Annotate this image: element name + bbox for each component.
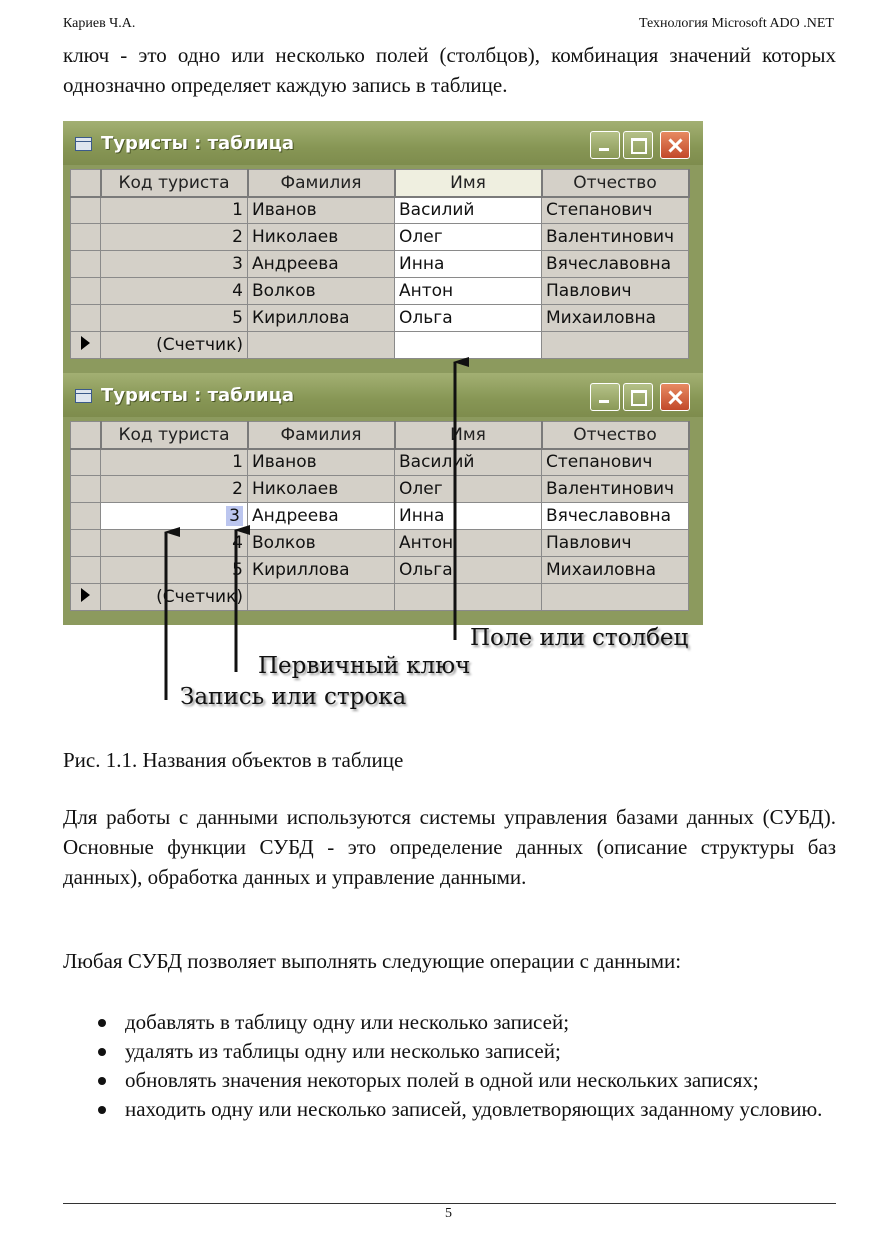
window-title: Туристы : таблица (101, 385, 295, 406)
column-header-last[interactable]: Фамилия (248, 170, 395, 197)
cell-id[interactable]: 2 (101, 224, 248, 251)
cell-id[interactable]: 1 (101, 449, 248, 476)
column-header-id[interactable]: Код туриста (101, 170, 248, 197)
cell-first[interactable]: Антон (395, 278, 542, 305)
column-header-middle[interactable]: Отчество (542, 422, 689, 449)
header-title: Технология Microsoft ADO .NET (638, 16, 834, 31)
primary-key-value: 3 (226, 506, 243, 526)
cell-middle[interactable]: Вячеславовна (542, 503, 689, 530)
intro-paragraph: ключ - это одно или несколько полей (столбцов), комбинация значений которых однозначно определяет каждую запись в таблице. (63, 43, 836, 97)
cell-middle[interactable]: Михаиловна (542, 305, 689, 332)
cell-first[interactable]: Василий (395, 449, 542, 476)
cell-last[interactable]: Николаев (248, 476, 395, 503)
cell-middle[interactable]: Михаиловна (542, 557, 689, 584)
header-author: Кариев Ч.А. (63, 16, 136, 31)
cell-middle[interactable]: Павлович (542, 530, 689, 557)
cell-last[interactable]: Иванов (248, 197, 395, 224)
cell-first[interactable]: Инна (395, 503, 542, 530)
cell-last[interactable]: Кириллова (248, 557, 395, 584)
label-record: Запись или строка (180, 684, 407, 710)
column-header-last[interactable]: Фамилия (248, 422, 395, 449)
cell-last[interactable]: Андреева (248, 251, 395, 278)
column-header-id[interactable]: Код туриста (101, 422, 248, 449)
paragraph-operations: Любая СУБД позволяет выполнять следующие операции с данными: (63, 949, 682, 973)
window-title: Туристы : таблица (101, 133, 295, 154)
cell-id[interactable]: 4 (101, 530, 248, 557)
list-item: удалять из таблицы одну или несколько записей; (63, 1037, 836, 1066)
list-item: добавлять в таблицу одну или несколько записей; (63, 1008, 836, 1037)
cell-first[interactable]: Антон (395, 530, 542, 557)
cell-last[interactable]: Андреева (248, 503, 395, 530)
cell-last[interactable]: Кириллова (248, 305, 395, 332)
cell-middle[interactable]: Степанович (542, 197, 689, 224)
operations-list (63, 1008, 836, 1124)
cell-last[interactable]: Волков (248, 278, 395, 305)
column-header-first[interactable]: Имя (395, 170, 542, 197)
figure-caption: Рис. 1.1. Названия объектов в таблице (63, 748, 404, 772)
cell-last[interactable]: Волков (248, 530, 395, 557)
label-primary-key: Первичный ключ (258, 653, 471, 679)
cell-middle[interactable]: Валентинович (542, 224, 689, 251)
cell-first[interactable]: Василий (395, 197, 542, 224)
cell-first[interactable]: Ольга (395, 557, 542, 584)
cell-middle[interactable]: Вячеславовна (542, 251, 689, 278)
cell-id[interactable]: 5 (101, 557, 248, 584)
list-item: находить одну или несколько записей, удовлетворяющих заданному условию. (63, 1095, 836, 1124)
cell-first[interactable]: Инна (395, 251, 542, 278)
cell-id[interactable]: 3 (101, 251, 248, 278)
column-header-first[interactable]: Имя (395, 422, 542, 449)
page-number: 5 (445, 1206, 452, 1221)
cell-id[interactable]: 4 (101, 278, 248, 305)
cell-first[interactable]: Ольга (395, 305, 542, 332)
cell-last[interactable]: Иванов (248, 449, 395, 476)
column-header-middle[interactable]: Отчество (542, 170, 689, 197)
list-item: обновлять значения некоторых полей в одной или нескольких записях; (63, 1066, 836, 1095)
cell-middle[interactable]: Степанович (542, 449, 689, 476)
cell-middle[interactable]: Павлович (542, 278, 689, 305)
cell-id[interactable]: 1 (101, 197, 248, 224)
footer-divider (63, 1203, 836, 1204)
cell-last[interactable]: Николаев (248, 224, 395, 251)
label-field: Поле или столбец (470, 625, 689, 651)
cell-first[interactable]: Олег (395, 224, 542, 251)
cell-first[interactable]: Олег (395, 476, 542, 503)
cell-id[interactable]: 5 (101, 305, 248, 332)
paragraph-dbms: Для работы с данными используются системы управления базами данных (СУБД). Основные функции СУБД - это определение данных (описание структуры баз данных), обработка данных и управление данными. (63, 805, 836, 889)
cell-id[interactable]: 2 (101, 476, 248, 503)
cell-middle[interactable]: Валентинович (542, 476, 689, 503)
cell-counter[interactable]: (Счетчик) (101, 332, 248, 359)
cell-counter[interactable]: (Счетчик) (101, 584, 248, 611)
